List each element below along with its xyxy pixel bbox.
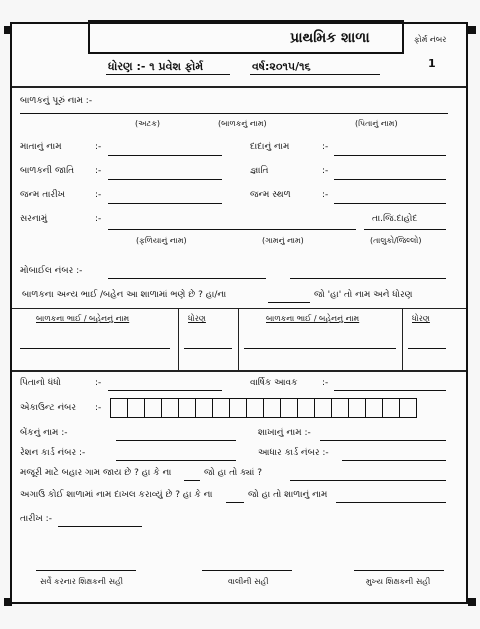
- aadhar-card-field[interactable]: [342, 460, 446, 461]
- sibling-col-std-2: ધોરણ: [412, 314, 430, 323]
- caste-field[interactable]: [108, 179, 222, 180]
- sibling-question: બાળકના અન્ય ભાઈ /બહેન આ શાળામાં ભણે છે ? હા/ના: [22, 290, 227, 300]
- child-first-name-hint: (બાળકનું નામ): [218, 119, 267, 128]
- address-label: સરનામું: [20, 214, 48, 224]
- sibling-col-divider: [238, 308, 239, 370]
- account-digit-box[interactable]: [297, 398, 315, 418]
- aadhar-card-label: આધાર કાર્ડ નંબર :-: [258, 448, 329, 458]
- previous-school-name-label: જો હા તો શાળાનું નામ: [248, 490, 328, 500]
- academic-year: વર્ષ:૨૦૧૫/૧૬: [252, 60, 311, 73]
- account-digit-box[interactable]: [212, 398, 230, 418]
- date-label: તારીખ :-: [20, 514, 52, 524]
- principal-signature-line[interactable]: [354, 570, 444, 571]
- principal-signature-label: મુખ્ય શિક્ષકની સહી: [366, 577, 431, 586]
- child-name-label: બાળકનું પૂરું નામ :-: [20, 96, 93, 106]
- caste-label: બાળકની જાતિ: [20, 166, 75, 176]
- mobile-field-2[interactable]: [290, 278, 446, 279]
- sibling-name-1-field[interactable]: [20, 348, 170, 349]
- sibling-std-2-field[interactable]: [408, 348, 446, 349]
- village-hint: (ગામનું નામ): [262, 236, 304, 245]
- date-field[interactable]: [58, 526, 142, 527]
- father-name-hint: (પિતાનું નામ): [355, 119, 398, 128]
- sibling-col-std-1: ધોરણ: [188, 314, 206, 323]
- subcaste-label: જ્ઞાતિ: [250, 166, 269, 176]
- subcaste-field[interactable]: [334, 179, 446, 180]
- account-digit-box[interactable]: [314, 398, 332, 418]
- surveyor-signature-label: સર્વે કરનાર શિક્ષકની સહી: [40, 577, 124, 586]
- sibling-col-name-2: બાળકના ભાઈ / બહેનનું નામ: [266, 314, 360, 323]
- colon: :-: [95, 214, 102, 224]
- sibling-col-divider: [178, 308, 179, 370]
- account-digit-box[interactable]: [246, 398, 264, 418]
- migration-yes-no-field[interactable]: [184, 480, 200, 481]
- sibling-name-2-field[interactable]: [244, 348, 396, 349]
- account-number-boxes[interactable]: [110, 398, 416, 418]
- account-digit-box[interactable]: [348, 398, 366, 418]
- sibling-col-name-1: બાળકના ભાઈ / બહેનનું નામ: [36, 314, 130, 323]
- colon: :-: [95, 142, 102, 152]
- previous-school-question: અગાઉ કોઈ શાળામાં નામ દાખલ કરાવ્યું છે ? હા કે ના: [20, 490, 213, 500]
- sibling-col-divider: [402, 308, 403, 370]
- bank-name-label: બેંકનું નામ :-: [20, 428, 68, 438]
- section-divider: [12, 370, 466, 372]
- income-label: વાર્ષિક આવક: [250, 378, 298, 388]
- mobile-label: મોબાઈલ નંબર :-: [20, 266, 83, 276]
- sibling-std-1-field[interactable]: [184, 348, 232, 349]
- dob-label: જન્મ તારીખ: [20, 190, 66, 200]
- account-digit-box[interactable]: [331, 398, 349, 418]
- colon: :-: [322, 190, 329, 200]
- colon: :-: [95, 403, 102, 413]
- account-digit-box[interactable]: [127, 398, 145, 418]
- surname-hint: (અટક): [135, 119, 160, 128]
- guardian-signature-label: વાલીની સહી: [228, 577, 269, 586]
- school-title: પ્રાથમિક શાળા: [290, 30, 370, 46]
- form-number: 1: [428, 57, 436, 70]
- corner-mark: [468, 26, 476, 34]
- birthplace-label: જન્મ સ્થળ: [250, 190, 291, 200]
- account-digit-box[interactable]: [229, 398, 247, 418]
- account-digit-box[interactable]: [263, 398, 281, 418]
- account-digit-box[interactable]: [382, 398, 400, 418]
- guardian-signature-line[interactable]: [202, 570, 292, 571]
- child-name-field[interactable]: [20, 113, 448, 114]
- taluka-district-label: તા.જિ.દાહોદ: [372, 214, 418, 224]
- taluka-field[interactable]: [364, 229, 446, 230]
- mother-name-field[interactable]: [108, 155, 222, 156]
- sibling-if-yes: જો 'હા' તો નામ અને ધોરણ: [314, 290, 413, 300]
- mobile-field-1[interactable]: [108, 278, 266, 279]
- form-number-label: ફોર્મ નંબર: [414, 35, 447, 44]
- corner-mark: [468, 598, 476, 606]
- account-digit-box[interactable]: [161, 398, 179, 418]
- surveyor-signature-line[interactable]: [36, 570, 136, 571]
- account-digit-box[interactable]: [178, 398, 196, 418]
- falia-hint: (ફળિયાનું નામ): [136, 236, 187, 245]
- address-field[interactable]: [108, 229, 356, 230]
- colon: :-: [95, 190, 102, 200]
- father-job-label: પિતાનો ધંધો: [20, 378, 61, 388]
- birthplace-field[interactable]: [334, 203, 446, 204]
- colon: :-: [95, 166, 102, 176]
- colon: :-: [322, 378, 329, 388]
- migration-where: જો હા તો ક્યાં ?: [204, 468, 262, 478]
- mother-name-label: માતાનું નામ: [20, 142, 62, 152]
- year-underline: [250, 74, 380, 75]
- previous-school-yes-no-field[interactable]: [226, 502, 244, 503]
- account-digit-box[interactable]: [365, 398, 383, 418]
- account-digit-box[interactable]: [399, 398, 417, 418]
- sibling-yes-no-field[interactable]: [268, 302, 310, 303]
- migration-place-field[interactable]: [290, 480, 446, 481]
- account-digit-box[interactable]: [280, 398, 298, 418]
- colon: :-: [322, 166, 329, 176]
- ration-card-label: રેશન કાર્ડ નંબર :-: [20, 448, 86, 458]
- branch-name-label: શાખાનું નામ :-: [258, 428, 311, 438]
- income-field[interactable]: [334, 390, 446, 391]
- account-digit-box[interactable]: [195, 398, 213, 418]
- migration-question: મજૂરી માટે બહાર ગામ જાય છે ? હા કે ના: [20, 468, 172, 478]
- account-digit-box[interactable]: [110, 398, 128, 418]
- branch-name-field[interactable]: [320, 440, 446, 441]
- header-divider: [12, 86, 466, 88]
- account-number-label: એકાઉન્ટ નંબર: [20, 403, 77, 413]
- form-name: ધોરણ :- ૧ પ્રવેશ ફોર્મ: [108, 60, 204, 73]
- bank-name-field[interactable]: [116, 440, 236, 441]
- father-job-field[interactable]: [108, 390, 222, 391]
- colon: :-: [322, 142, 329, 152]
- colon: :-: [95, 378, 102, 388]
- dob-field[interactable]: [108, 203, 222, 204]
- grandfather-name-label: દાદાનું નામ: [250, 142, 290, 152]
- grandfather-name-field[interactable]: [334, 155, 446, 156]
- taluka-hint: (તાલુકો/જિલ્લો): [370, 236, 422, 245]
- previous-school-name-field[interactable]: [336, 502, 446, 503]
- account-digit-box[interactable]: [144, 398, 162, 418]
- sibling-table-top: [12, 308, 466, 309]
- form-name-underline: [106, 74, 230, 75]
- ration-card-field[interactable]: [116, 460, 236, 461]
